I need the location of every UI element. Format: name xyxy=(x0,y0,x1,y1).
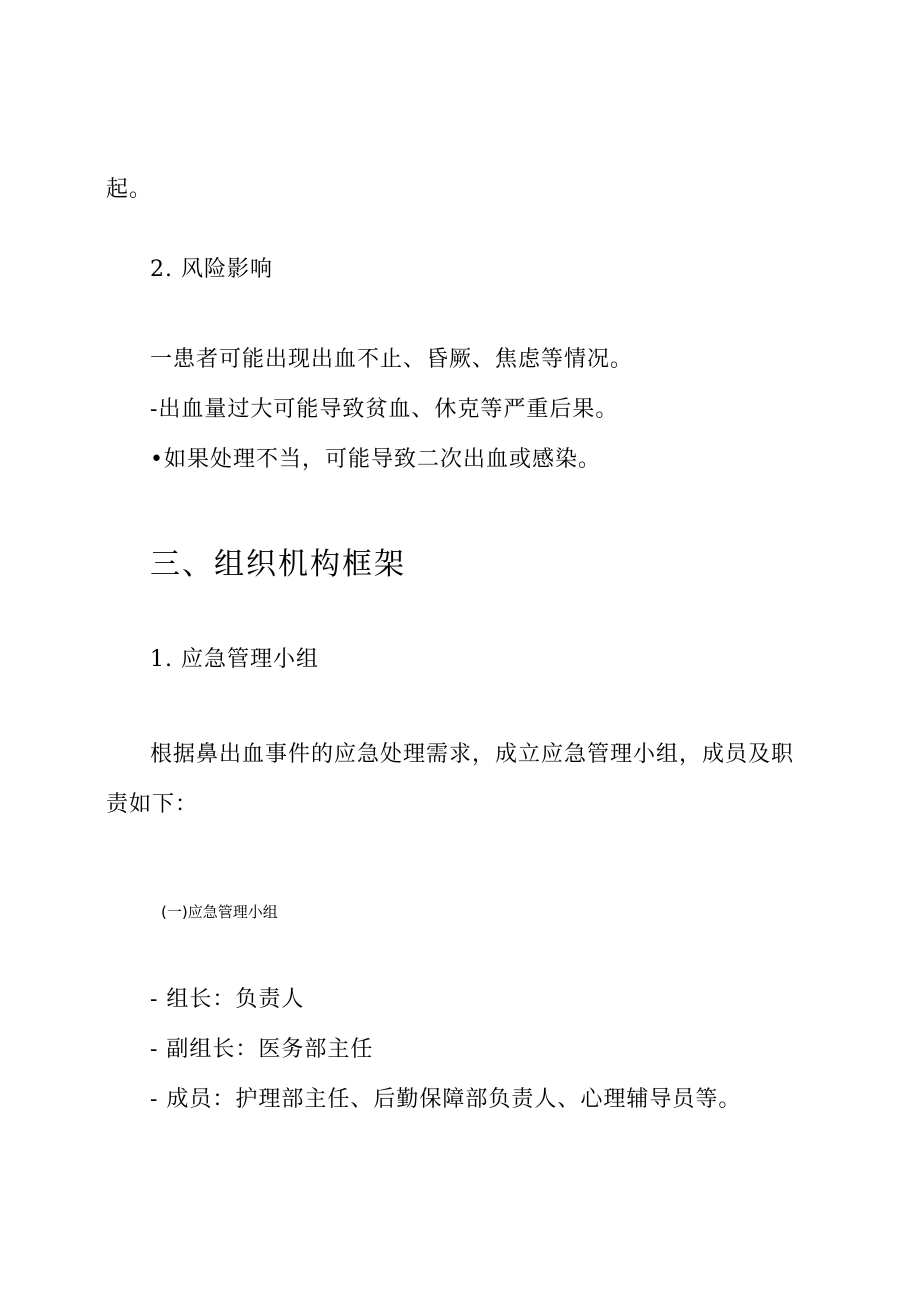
continuation-text: 起。 xyxy=(106,177,153,202)
group-title: (一)应急管理小组 xyxy=(161,903,278,921)
paragraph-line: 责如下： xyxy=(106,792,199,817)
risk-item: •如果处理不当，可能导致二次出血或感染。 xyxy=(150,447,601,472)
paragraph-line: 根据鼻出血事件的应急处理需求，成立应急管理小组，成员及职 xyxy=(150,742,795,767)
member-item: - 成员：护理部主任、后勤保障部负责人、心理辅导员等。 xyxy=(150,1087,742,1112)
risk-item: -出血量过大可能导致贫血、休克等严重后果。 xyxy=(150,397,619,422)
section-heading: 三、组织机构框架 xyxy=(150,547,406,582)
risk-impact-title: 2. 风险影响 xyxy=(150,257,273,282)
member-item: - 副组长：医务部主任 xyxy=(150,1037,374,1062)
subsection-title: 1. 应急管理小组 xyxy=(150,647,319,672)
risk-item: 一患者可能出现出血不止、昏厥、焦虑等情况。 xyxy=(150,347,634,372)
member-item: - 组长：负责人 xyxy=(150,987,305,1012)
